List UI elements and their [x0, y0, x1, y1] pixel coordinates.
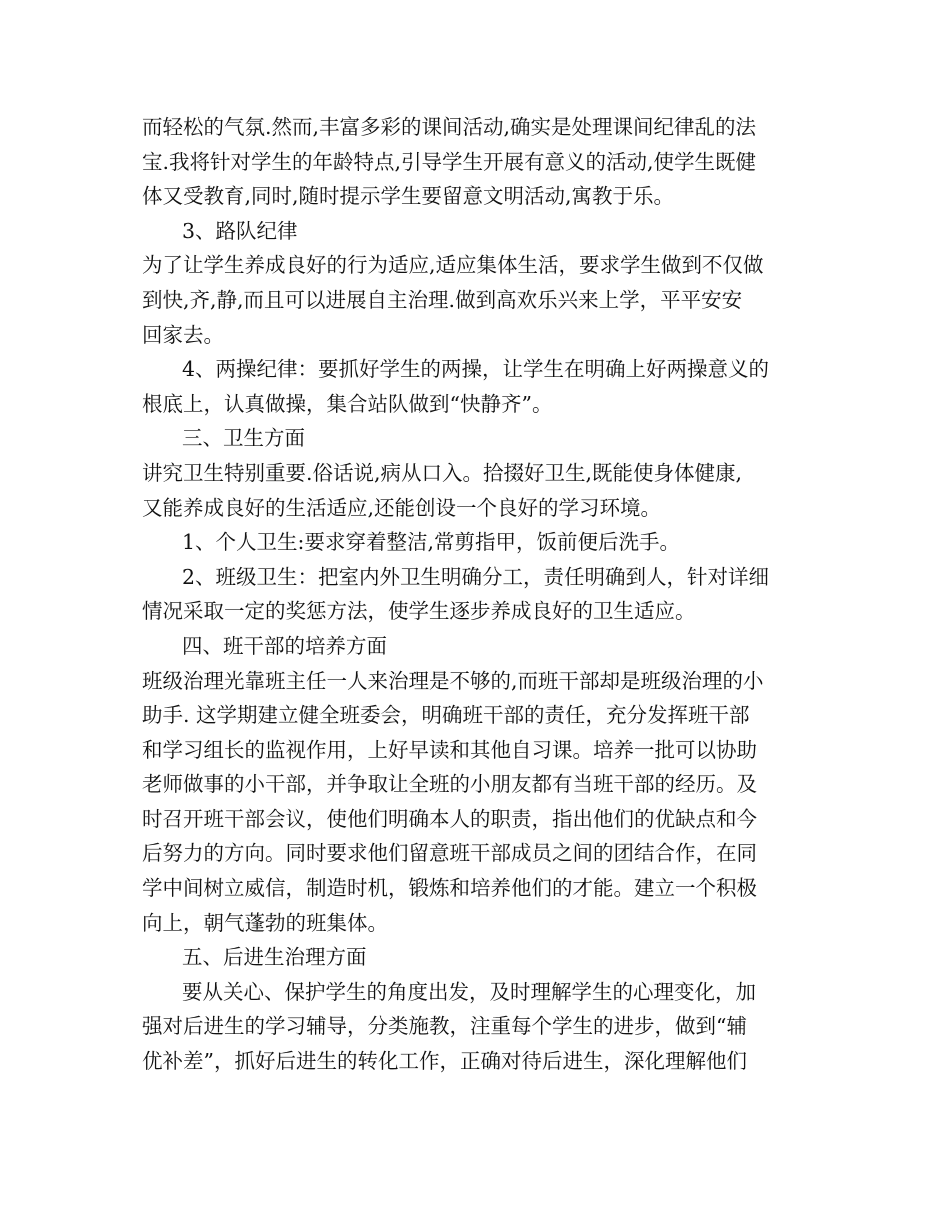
text-line: 根底上，认真做操，集合站队做到“快静齐”。 [142, 391, 553, 416]
text-line: 向上，朝气蓬勃的班集体。 [142, 910, 388, 935]
text-line: 为了让学生养成良好的行为适应,适应集体生活，要求学生做到不仅做 [142, 253, 764, 278]
section-heading: 五、后进生治理方面 [182, 945, 367, 970]
text-line: 宝.我将针对学生的年龄特点,引导学生开展有意义的活动,使学生既健 [142, 149, 757, 174]
section-heading: 三、卫生方面 [182, 426, 305, 451]
text-line: 和学习组长的监视作用，上好早读和其他自习课。培养一批可以协助 [142, 737, 757, 762]
text-line: 情况采取一定的奖惩方法，使学生逐步养成良好的卫生适应。 [142, 599, 696, 624]
text-line: 到快,齐,静,而且可以进展自主治理.做到高欢乐兴来上学，平平安安 [142, 287, 743, 312]
text-line: 而轻松的气氛.然而,丰富多彩的课间活动,确实是处理课间纪律乱的法 [142, 115, 757, 139]
text-line: 时召开班干部会议，使他们明确本人的职责，指出他们的优缺点和今 [142, 806, 757, 831]
text-line: 1、个人卫生:要求穿着整洁,常剪指甲，饭前便后洗手。 [182, 530, 680, 555]
document-body [142, 110, 822, 1079]
text-line: 后努力的方向。同时要求他们留意班干部成员之间的团结合作，在同 [142, 841, 757, 866]
text-line: 4、两操纪律：要抓好学生的两操，让学生在明确上好两操意义的 [182, 357, 770, 382]
section-heading: 四、班干部的培养方面 [182, 633, 387, 658]
text-line: 讲究卫生特别重要.俗话说,病从口入。拾掇好卫生,既能使身体健康, [142, 460, 743, 485]
text-line: 助手. 这学期建立健全班委会，明确班干部的责任，充分发挥班干部 [142, 703, 750, 728]
text-line: 体又受教育,同时,随时提示学生要留意文明活动,寓教于乐。 [142, 184, 675, 209]
text-line: 班级治理光靠班主任一人来治理是不够的,而班干部却是班级治理的小 [142, 668, 764, 693]
text-line: 要从关心、保护学生的角度出发，及时理解学生的心理变化，加 [182, 979, 756, 1004]
text-line: 老师做事的小干部，并争取让全班的小朋友都有当班干部的经历。及 [142, 772, 757, 797]
text-line: 优补差”，抓好后进生的转化工作，正确对待后进生，深化理解他们 [142, 1049, 747, 1074]
section-heading: 3、路队纪律 [182, 218, 298, 243]
text-line: 2、班级卫生：把室内外卫生明确分工，责任明确到人，针对详细 [182, 564, 770, 589]
text-line: 又能养成良好的生活适应,还能创设一个良好的学习环境。 [142, 495, 662, 520]
text-line: 强对后进生的学习辅导，分类施教，注重每个学生的进步，做到“辅 [142, 1014, 747, 1039]
text-line: 回家去。 [142, 322, 224, 347]
text-line: 学中间树立威信，制造时机，锻炼和培养他们的才能。建立一个积极 [142, 876, 757, 901]
